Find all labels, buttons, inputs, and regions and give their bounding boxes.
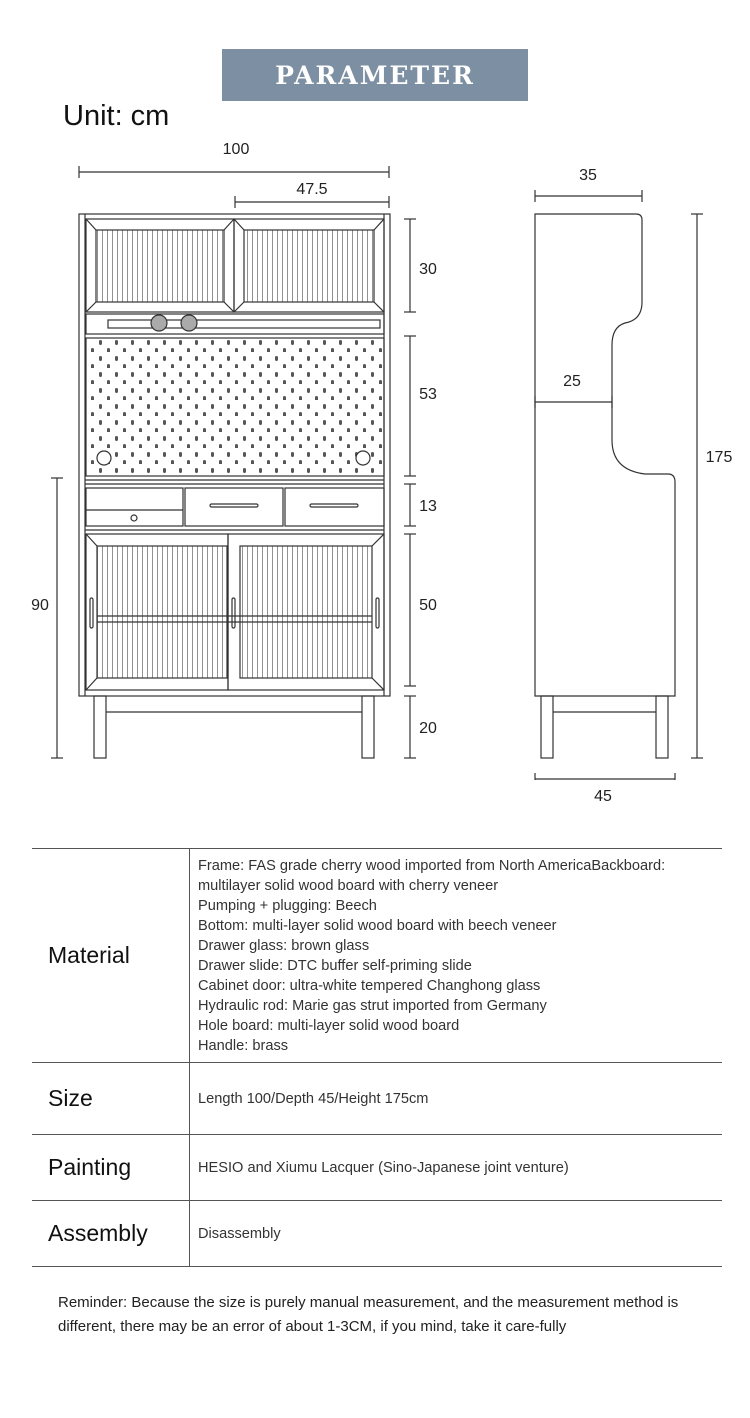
dim-upper-height: 30 <box>419 261 437 278</box>
leg-right <box>362 696 374 758</box>
upper-doors <box>86 219 384 312</box>
spec-value: Frame: FAS grade cherry wood imported from North AmericaBackboard: multilayer solid wood board with cherry veneer Pumping + plugging: Beech Bottom: multi-layer solid wood board with beech veneer Drawer glass: brown glass Drawer slide: DTC buffer self-priming slide Cabinet door: ultra-white tempered Changhong glass Hydraulic rod: Marie gas strut imported from Germany Hole board: multi-layer solid wood board Handle: brass <box>190 849 723 1063</box>
dim-side-middle-depth: 25 <box>563 373 581 390</box>
spec-label: Size <box>32 1063 190 1135</box>
dim-front-width: 100 <box>222 141 250 158</box>
pegboard <box>86 338 384 476</box>
spec-label: Assembly <box>32 1201 190 1267</box>
dim-middle-height: 53 <box>419 386 437 403</box>
parameter-banner: PARAMETER <box>222 49 528 101</box>
dim-drawer-height: 13 <box>419 498 437 515</box>
leg-left <box>94 696 106 758</box>
dim-door-width: 47.5 <box>296 181 328 198</box>
spec-row-assembly <box>32 1201 722 1267</box>
lower-doors <box>86 534 384 690</box>
spec-value: HESIO and Xiumu Lacquer (Sino-Japanese joint venture) <box>190 1135 723 1201</box>
spec-table <box>32 848 722 1267</box>
side-view <box>535 190 703 780</box>
dim-lower-height: 50 <box>419 597 437 614</box>
spec-label: Painting <box>32 1135 190 1201</box>
spec-value: Disassembly <box>190 1201 723 1267</box>
spec-row-size <box>32 1063 722 1135</box>
dim-base-height: 90 <box>31 597 49 614</box>
reminder-text: Reminder: Because the size is purely manual measurement, and the measurement method is different, there may be an error of about 1-3CM, if you mind, take it care-fully <box>58 1294 679 1335</box>
spec-row-painting <box>32 1135 722 1201</box>
dim-side-bottom-depth: 45 <box>594 788 612 805</box>
dim-side-top-depth: 35 <box>579 167 597 184</box>
spec-value: Length 100/Depth 45/Height 175cm <box>190 1063 723 1135</box>
dim-total-height: 175 <box>705 449 733 466</box>
cabinet-drawing <box>0 140 750 780</box>
dim-leg-height: 20 <box>419 720 437 737</box>
unit-label: Unit: cm <box>63 100 170 132</box>
drawer-left <box>86 488 183 526</box>
spec-label: Material <box>32 849 190 1063</box>
spec-row-material <box>32 849 722 1063</box>
